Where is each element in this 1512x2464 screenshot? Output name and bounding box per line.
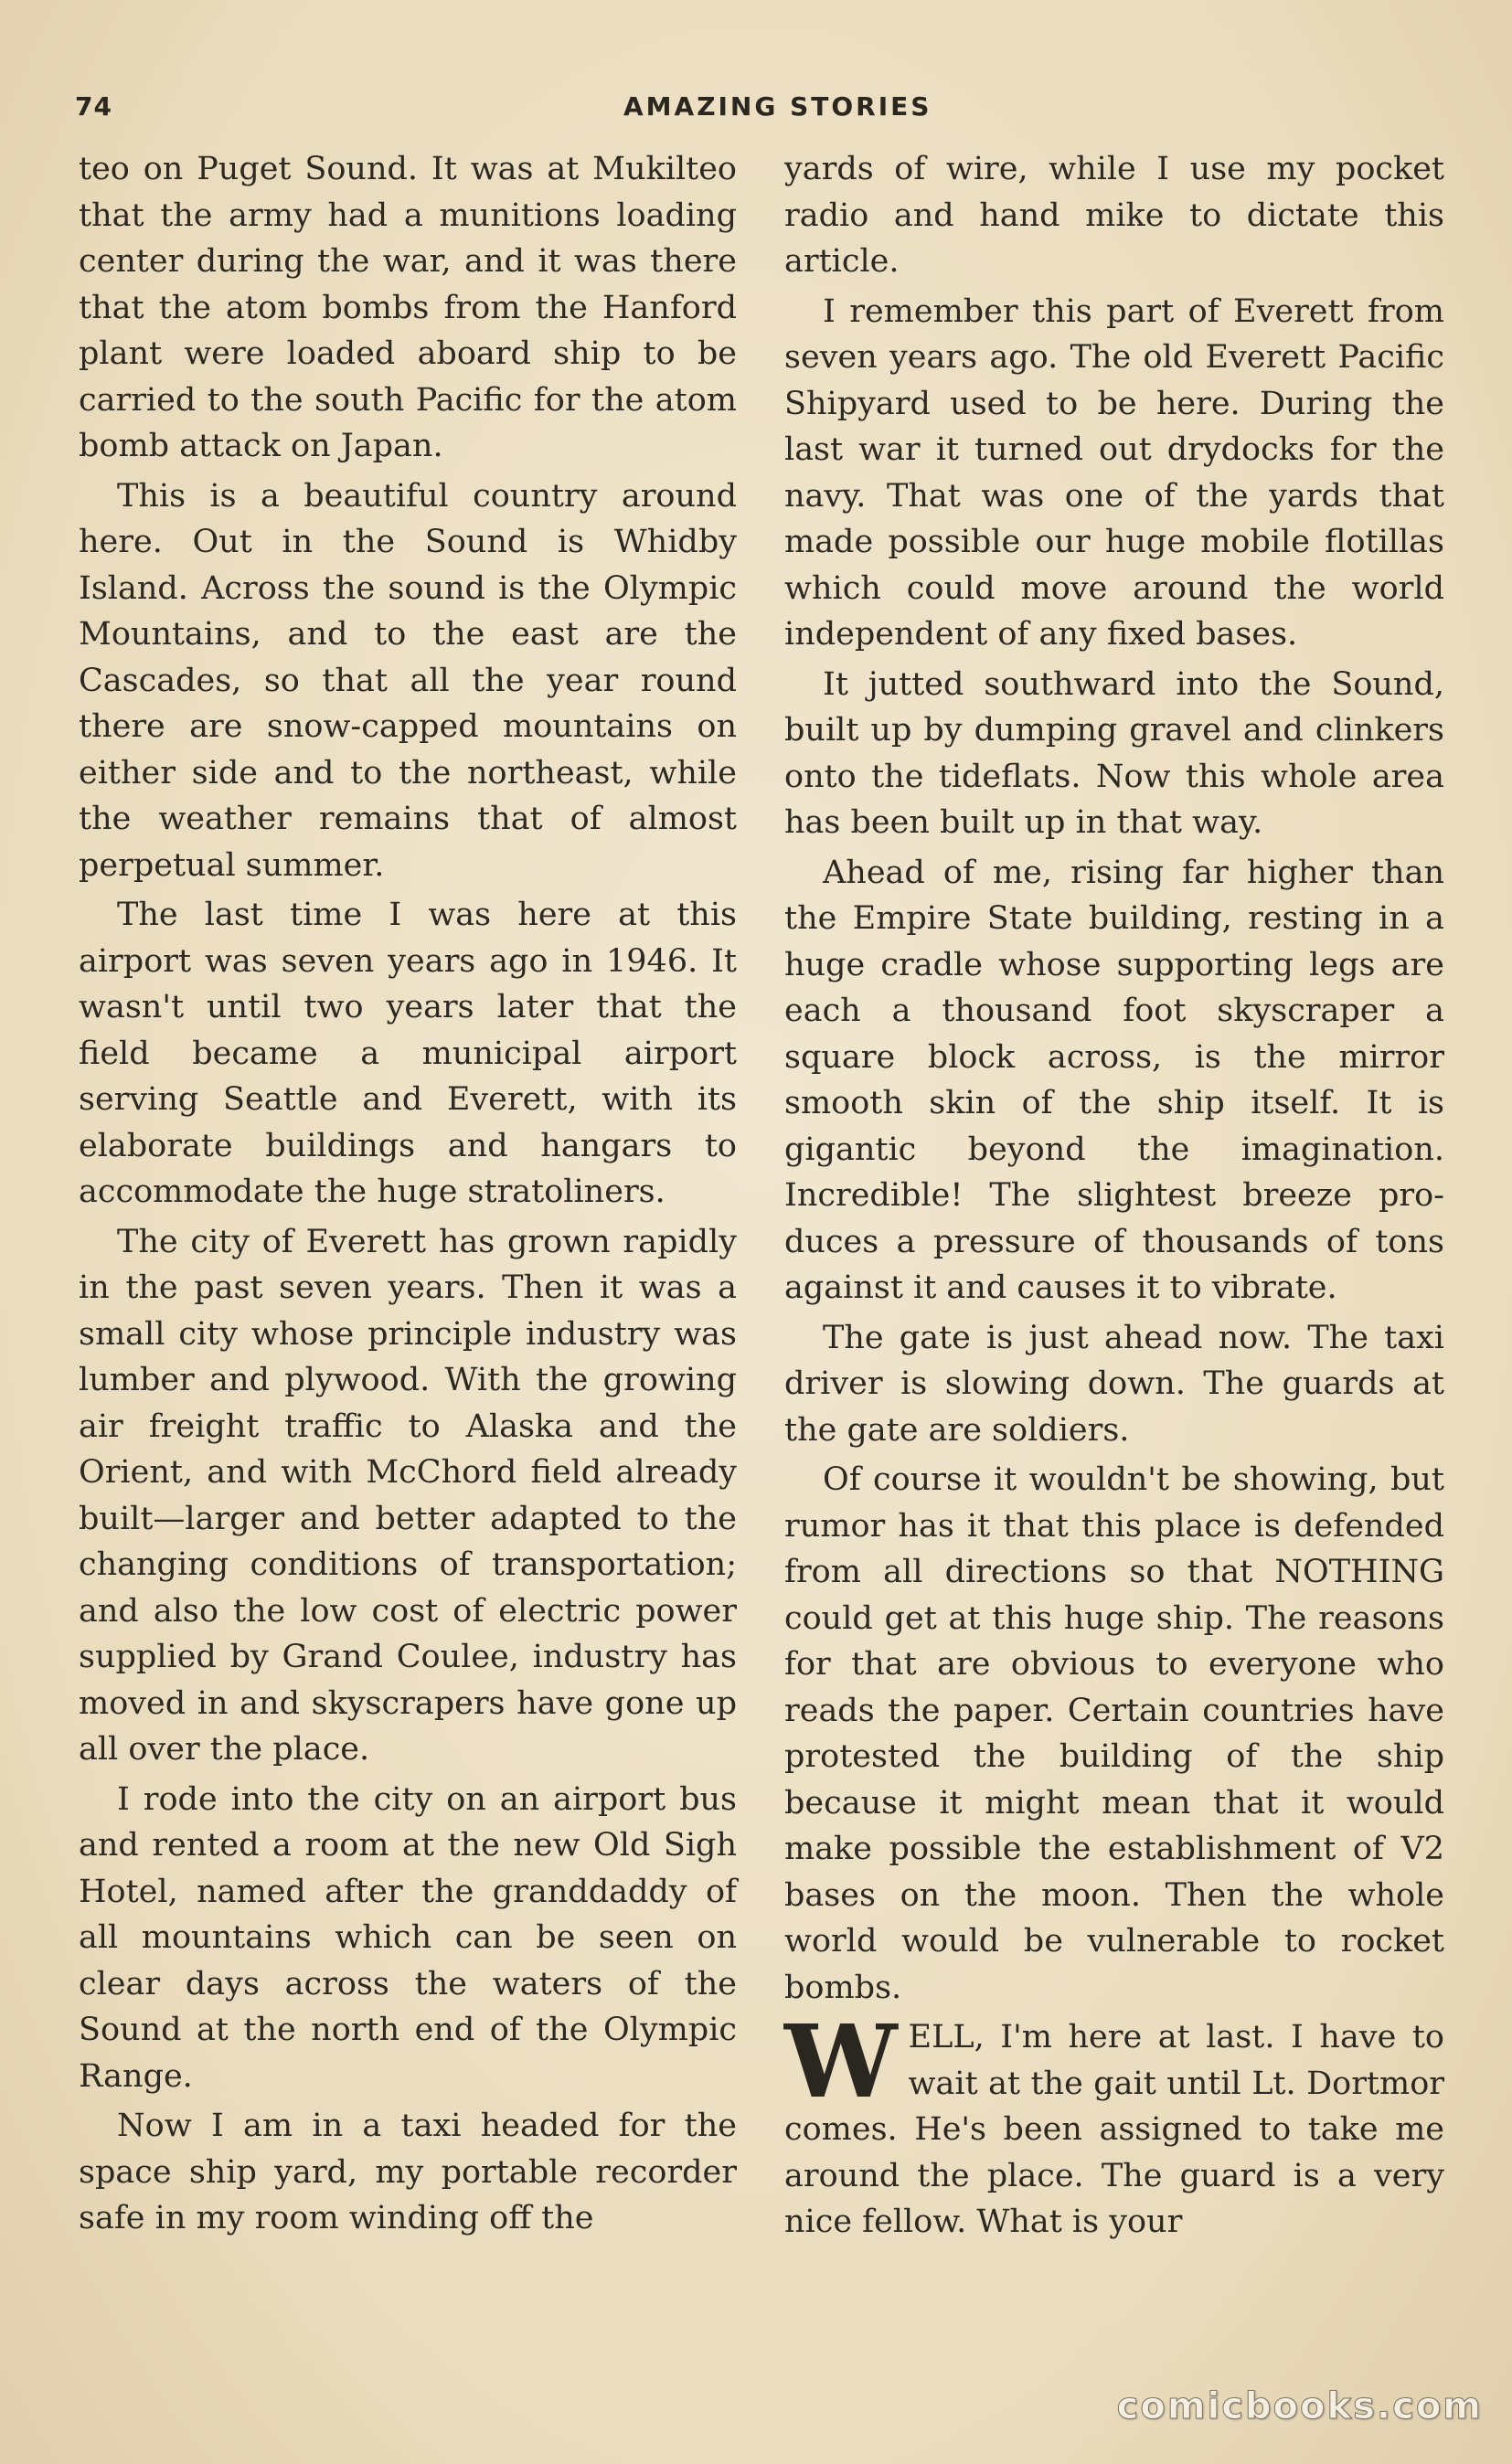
paragraph-text: ELL, I'm here at last. I have to wait at the gait until Lt. Dortmor comes. He's been assigned to take me around the place. The guard is a very nice fellow. What is your <box>784 2019 1444 2240</box>
paragraph: It jutted southward into the Sound, built up by dumping gravel and clinkers onto the tideflats. Now this whole area has been built up in that way. <box>784 665 1444 841</box>
source-watermark: comicbooks.com <box>1116 2385 1483 2427</box>
paragraph: This is a beautiful country around here. Out in the Sound is Whidby Island. Across the sound is the Olympic Mountains, and to the east are the Cascades, so that all the year round there are snow-capped mountains on either side and to the northeast, while the weather remains that of almost perpetual summer. <box>79 477 737 884</box>
right-column <box>784 146 1444 2249</box>
paragraph: The last time I was here at this airport was seven years ago in 1946. It wasn't until two years later that the field became a municipal airport serving Seattle and Everett, with its elaborate buildings and hangars to accommodate the huge stratoliners. <box>79 897 737 1210</box>
paragraph: Now I am in a taxi headed for the space ship yard, my portable recorder safe in my room winding off the <box>79 2108 737 2236</box>
paragraph: I remember this part of Everett from seven years ago. The old Everett Pacific Shipyard used to be here. During the last war it turned out drydocks for the navy. That was one of the yards that made possible our huge mobile flotillas which could move around the world independent of any fixed bases. <box>784 292 1444 653</box>
paragraph: The city of Everett has grown rapidly in the past seven years. Then it was a small city whose principle industry was lumber and plywood. With the growing air freight traffic to Alaska and the Orient, and with McChord field already built—larger and better adapted to the changing conditions of transportation; and also the low cost of electric power supplied by Grand Coulee, industry has moved in and skyscrapers have gone up all over the place. <box>79 1223 737 1768</box>
paragraph: Ahead of me, rising far higher than the Empire State building, resting in a huge cradle whose supporting legs are each a thousand foot skyscraper a square block across, is the mirror smooth skin of the ship itself. It is gigantic beyond the imagination. Incredible! The slightest breeze produces a pressure of thousands of tons against it and causes it to vibrate. <box>784 854 1444 1306</box>
left-column <box>79 146 737 2246</box>
running-title: AMAZING STORIES <box>623 91 932 122</box>
paragraph: teo on Puget Sound. It was at Mukilteo that the army had a munitions loading center during the war, and it was there that the atom bombs from the Hanford plant were loaded aboard ship to be carried to the south Pacific for the atom bomb attack on Japan. <box>79 151 737 464</box>
page-number: 74 <box>75 91 112 122</box>
section-opening-paragraph <box>784 2002 1444 2246</box>
paragraph: yards of wire, while I use my pocket radio and hand mike to dictate this article. <box>784 151 1444 280</box>
page-header <box>75 91 1439 133</box>
paragraph: The gate is just ahead now. The taxi driver is slowing down. The guards at the gate are soldiers. <box>784 1319 1444 1449</box>
drop-cap-letter: W <box>784 2002 898 2120</box>
paragraph: Of course it wouldn't be showing, but rumor has it that this place is defended from all directions so that NOTHING could get at this huge ship. The reasons for that are obvious to everyone who reads the paper. Certain countries have protested the building of the ship because it might mean that it would make possible the establishment of V2 bases on the moon. Then the whole world would be vulnerable to rocket bombs. <box>784 1461 1444 2006</box>
paragraph: I rode into the city on an airport bus and rented a room at the new Old Sigh Hotel, named after the granddaddy of all mountains which can be seen on clear days across the waters of the Sound at the north end of the Olympic Range. <box>79 1780 737 2095</box>
